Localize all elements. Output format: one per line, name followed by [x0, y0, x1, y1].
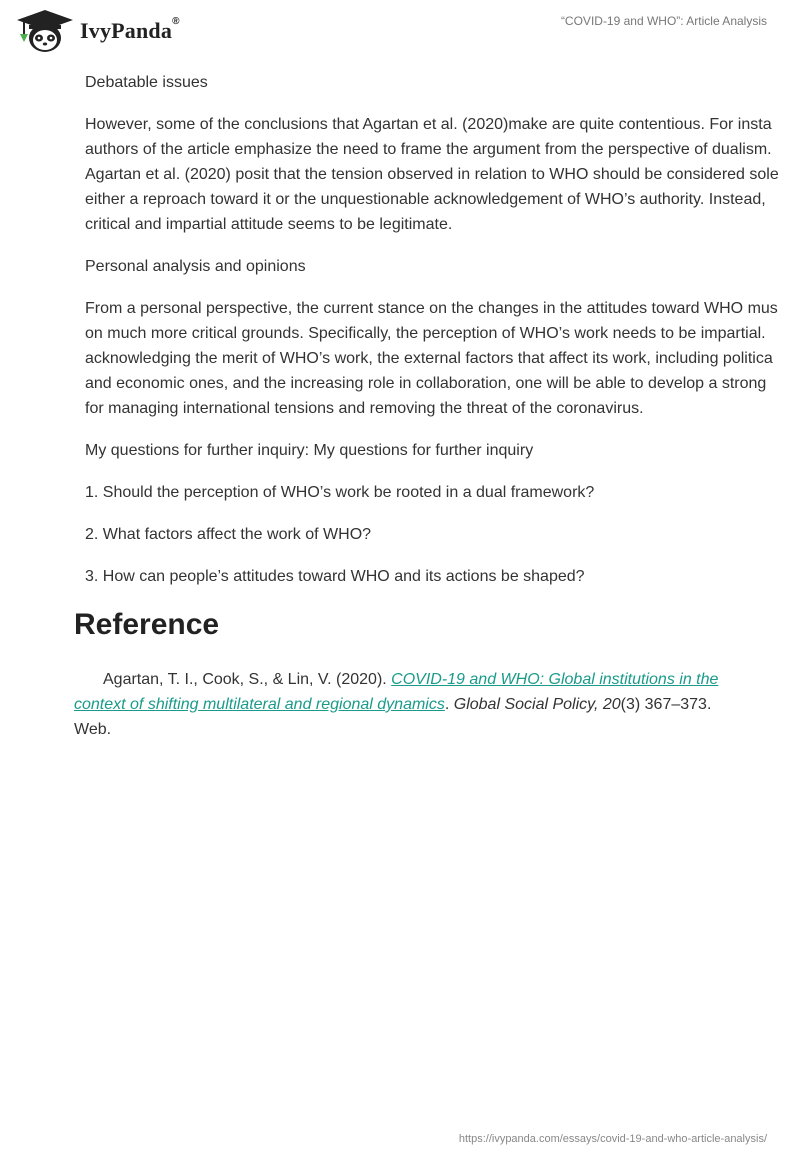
body-paragraph: [85, 70, 800, 95]
body-paragraph: [85, 564, 800, 589]
body-line: authors of the article emphasize the need to frame the argument from the perspective of dualism.: [85, 141, 772, 158]
body-line: on much more critical grounds. Specifically, the perception of WHO’s work needs to be impartial.: [85, 325, 766, 342]
body-line: acknowledging the merit of WHO’s work, the external factors that affect its work, including politica: [85, 350, 773, 367]
body-line: either a reproach toward it or the unquestionable acknowledgement of WHO’s authority. Instead,: [85, 191, 766, 208]
body-paragraph: [85, 438, 800, 463]
body-line: 1. Should the perception of WHO’s work be rooted in a dual framework?: [85, 484, 595, 501]
body-paragraph: [85, 296, 800, 421]
footer-url: https://ivypanda.com/essays/covid-19-and-who-article-analysis/: [458, 1133, 767, 1145]
panda-graduation-cap-icon: [14, 8, 76, 54]
body-paragraph: [85, 254, 800, 279]
body-line: From a personal perspective, the current stance on the changes in the attitudes toward WHO mus: [85, 300, 778, 317]
body-paragraph: [85, 522, 800, 547]
body-line: However, some of the conclusions that Agartan et al. (2020)make are quite contentious. For insta: [85, 116, 772, 133]
reference-separator: .: [444, 696, 454, 713]
body-line: critical and impartial attitude seems to be legitimate.: [85, 216, 453, 233]
reference-journal: Global Social Policy, 20: [453, 696, 621, 713]
reference-authors: Agartan, T. I., Cook, S., & Lin, V. (2020).: [103, 671, 392, 688]
article-body: [85, 70, 800, 606]
body-line: for managing international tensions and removing the threat of the coronavirus.: [85, 400, 644, 417]
body-line: Agartan et al. (2020) posit that the tension observed in relation to WHO should be considered sole: [85, 166, 779, 183]
reference-entry: [74, 667, 734, 742]
page-header: [0, 0, 800, 60]
ivypanda-logo[interactable]: [14, 8, 180, 54]
body-line: 3. How can people’s attitudes toward WHO and its actions be shaped?: [85, 568, 585, 585]
body-line: Debatable issues: [85, 74, 208, 91]
reference-heading: Reference: [74, 608, 220, 641]
body-line: and economic ones, and the increasing role in collaboration, one will be able to develop a strong: [85, 375, 767, 392]
document-title: “COVID-19 and WHO”: Article Analysis: [560, 14, 767, 28]
body-line: Personal analysis and opinions: [85, 258, 306, 275]
reference-tail: (3) 367–373. Web.: [74, 696, 712, 738]
body-paragraph: [85, 480, 800, 505]
brand-name: IvyPanda®: [80, 16, 180, 43]
body-paragraph: [85, 112, 800, 237]
body-line: My questions for further inquiry: My questions for further inquiry: [85, 442, 534, 459]
reference-title-link[interactable]: COVID-19 and WHO: Global institutions in the context of shifting multilateral and regional dynamics: [74, 671, 719, 713]
body-line: 2. What factors affect the work of WHO?: [85, 526, 372, 543]
